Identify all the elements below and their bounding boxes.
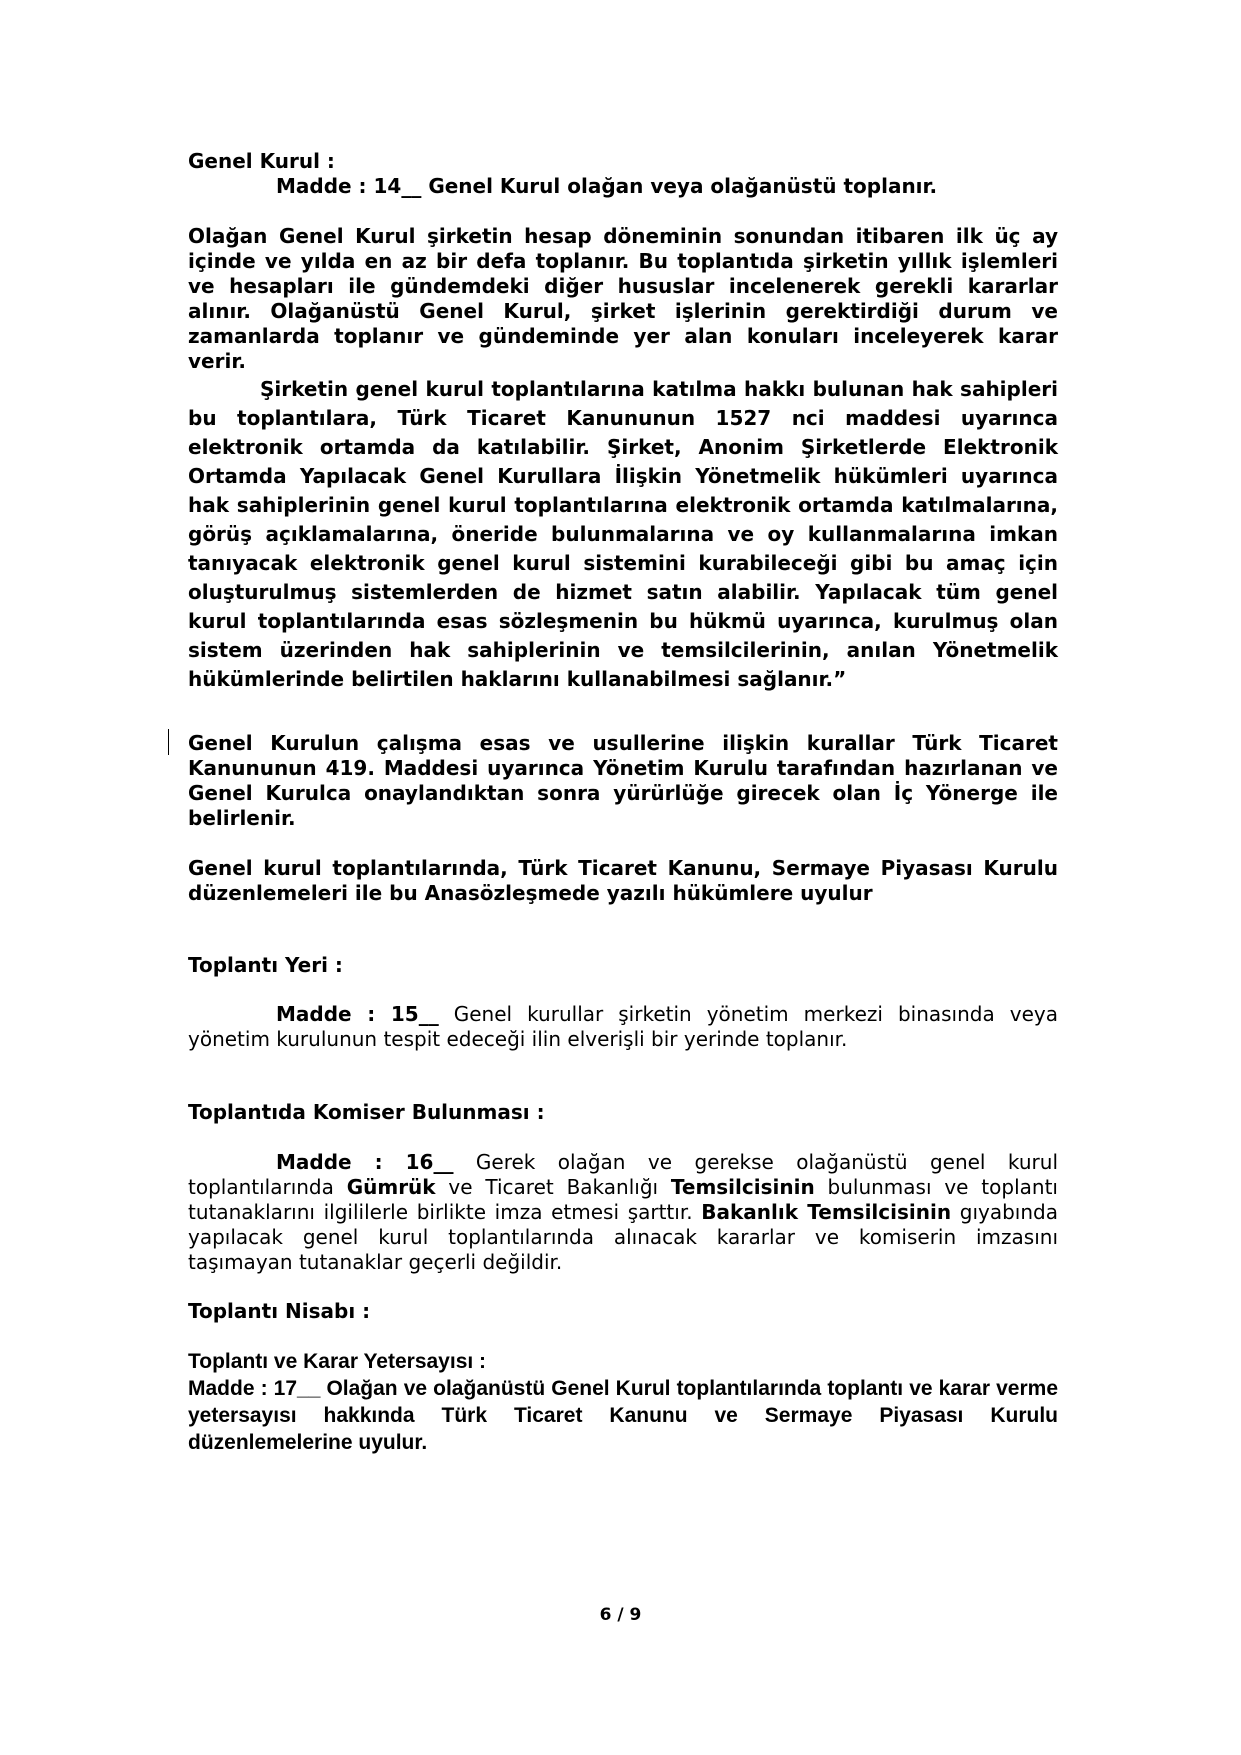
madde-16 xyxy=(188,1150,1058,1275)
section-heading-komiser: Toplantıda Komiser Bulunması : xyxy=(188,1100,545,1124)
paragraph-elektronik-ortam-text: Şirketin genel kurul toplantılarına katılma hakkı bulunan hak sahipleri bu toplantılara, Türk Ticaret Kanununun 1527 nci maddesi uyarınca elektronik ortamda da katılabilir. Şirket, Anonim Şirketlerde Elektronik Ortamda Yapılacak Genel Kurullara İlişkin Yönetmelik hükümleri uyarınca hak sahiplerinin genel kurul toplantılarına elektronik ortamda katılmalarına, görüş açıklamalarına, öneride bulunmalarına ve oy kullanmalarına imkan tanıyacak elektronik genel kurul sistemini kurabileceği gibi bu amaç için oluşturulmuş sistemlerden de hizmet satın alabilir. Yapılacak tüm genel kurul toplantılarında esas sözleşmenin bu hükmü uyarınca, kurulmuş olan sistem üzerinden hak sahiplerinin ve temsilcilerinin, anılan Yönetmelik hükümlerinde belirtilen haklarını kullanabilmesi sağlanır.” xyxy=(188,377,1058,691)
madde-16-bold-gumruk: Gümrük xyxy=(346,1175,436,1199)
section-heading-genel-kurul: Genel Kurul : xyxy=(188,149,335,173)
paragraph-ic-yonerge: Genel Kurulun çalışma esas ve usullerine ilişkin kurallar Türk Ticaret Kanununun 419. Maddesi uyarınca Yönetim Kurulu tarafından hazırlanan ve Genel Kurulca onaylandıktan sonra yürürlüğe girecek olan İç Yönerge ile belirlenir. xyxy=(188,731,1058,830)
madde-16-text-4: gıyabında yapılacak genel kurul toplantılarında alınacak kararlar ve komiserin imzasını taşımayan tutanaklar geçerli değildir. xyxy=(188,1200,1058,1274)
madde-16-text-2: ve Ticaret Bakanlığı xyxy=(435,1175,671,1199)
madde-15 xyxy=(188,1002,1058,1052)
paragraph-olagan-genel-kurul: Olağan Genel Kurul şirketin hesap döneminin sonundan itibaren ilk üç ay içinde ve yılda en az bir defa toplanır. Bu toplantıda şirketin yıllık işlemleri ve hesapları ile gündemdeki diğer hususlar incelenerek gerekli kararlar alınır. Olağanüstü Genel Kurul, şirket işlerinin gerektirdiği durum ve zamanlarda toplanır ve gündeminde yer alan konuları inceleyerek karar verir. xyxy=(188,224,1058,373)
section-heading-karar-yetersayisi: Toplantı ve Karar Yetersayısı : xyxy=(188,1350,487,1373)
madde-16-text-1: Gerek olağan ve gerekse olağanüstü genel kurul toplantılarında xyxy=(188,1150,1059,1199)
madde-15-label: Madde : 15__ xyxy=(276,1002,439,1026)
paragraph-elektronik-ortam xyxy=(188,375,1058,694)
paragraph-hukumlere-uyulur: Genel kurul toplantılarında, Türk Ticaret Kanunu, Sermaye Piyasası Kurulu düzenlemeleri ile bu Anasözleşmede yazılı hükümlere uyulur xyxy=(188,856,1058,905)
madde-17: Madde : 17__ Olağan ve olağanüstü Genel Kurul toplantılarında toplantı ve karar verme yetersayısı hakkında Türk Ticaret Kanunu ve Sermaye Piyasası Kurulu düzenlemelerine uyulur. xyxy=(188,1377,1058,1454)
madde-16-label: Madde : 16__ xyxy=(276,1150,454,1174)
text-cursor xyxy=(168,729,169,755)
madde-15-text: Genel kurullar şirketin yönetim merkezi binasında veya yönetim kurulunun tespit edeceği ilin elverişli bir yerinde toplanır. xyxy=(188,1002,1058,1051)
page-content xyxy=(188,149,1058,1456)
madde-16-bold-temsilci: Temsilcisinin xyxy=(670,1175,815,1199)
section-heading-toplanti-yeri: Toplantı Yeri : xyxy=(188,953,343,977)
madde-16-text-3: bulunması ve toplantı tutanaklarını ilgililerle birlikte imza etmesi şarttır. xyxy=(188,1175,1058,1224)
madde-14: Madde : 14__ Genel Kurul olağan veya olağanüstü toplanır. xyxy=(276,174,938,198)
madde-16-bold-bakanlik: Bakanlık Temsilcisinin xyxy=(701,1200,952,1224)
page-number: 6 / 9 xyxy=(599,1605,642,1625)
section-heading-toplanti-nisabi: Toplantı Nisabı : xyxy=(188,1299,371,1323)
